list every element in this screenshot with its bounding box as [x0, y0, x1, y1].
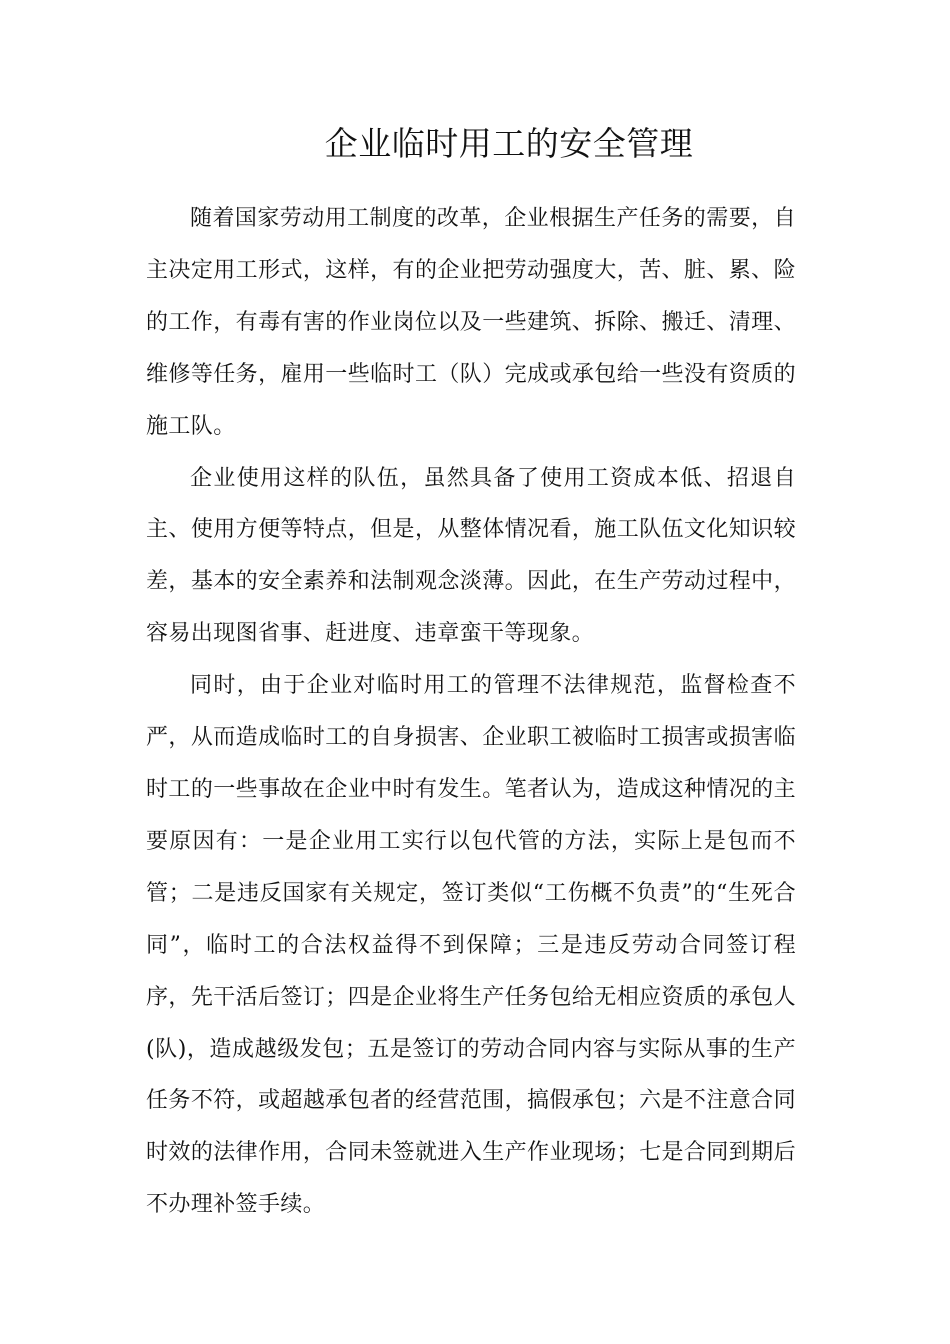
paragraph-1: 随着国家劳动用工制度的改革，企业根据生产任务的需要，自主决定用工形式，这样，有的企业把劳动强度大，苦、脏、累、险的工作，有毒有害的作业岗位以及一些建筑、拆除、搬迁、清理、维修等任务，雇用一些临时工（队）完成或承包给一些没有资质的施工队。: [146, 206, 796, 439]
document-title: 企业临时用工的安全管理: [324, 124, 694, 163]
paragraph-3: 同时，由于企业对临时用工的管理不法律规范，监督检查不严，从而造成临时工的自身损害、企业职工被临时工损害或损害临时工的一些事故在企业中时有发生。笔者认为，造成这种情况的主要原因有：一是企业用工实行以包代管的方法，实际上是包而不管；二是违反国家有关规定，签订类似“工伤概不负责”的“生死合同”，临时工的合法权益得不到保障；三是违反劳动合同签订程序，先干活后签订；四是企业将生产任务包给无相应资质的承包人(队)，造成越级发包；五是签订的劳动合同内容与实际从事的生产任务不符，或超越承包者的经营范围，搞假承包；六是不注意合同时效的法律作用，合同未签就进入生产作业现场；七是合同到期后不办理补签手续。: [146, 673, 796, 1218]
document-body: [146, 193, 796, 1231]
paragraph-2: 企业使用这样的队伍，虽然具备了使用工资成本低、招退自主、使用方便等特点，但是，从整体情况看，施工队伍文化知识较差，基本的安全素养和法制观念淡薄。因此，在生产劳动过程中，容易出现图省事、赶进度、违章蛮干等现象。: [146, 465, 796, 647]
